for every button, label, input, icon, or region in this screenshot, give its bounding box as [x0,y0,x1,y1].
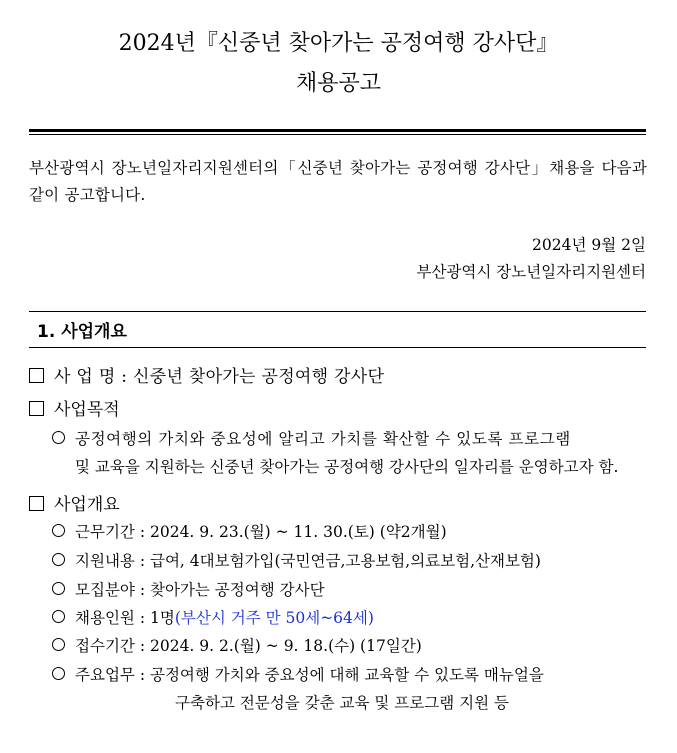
row-value: 급여, 4대보험가입(국민연금,고용보험,의료보험,산재보험) [149,552,541,570]
title-divider-thin [29,134,646,135]
square-bullet-icon [29,368,44,383]
list-item: 모집분야 : 찾아가는 공정여행 강사단 [52,578,325,600]
list-item: 지원내용 : 급여, 4대보험가입(국민연금,고용보험,의료보험,산재보험) [52,549,541,571]
circle-bullet-icon [52,524,65,537]
row-label: 주요업무 [75,666,135,684]
circle-bullet-icon [52,638,65,651]
row-label: 근무기간 [75,523,135,541]
square-bullet-icon [29,496,44,511]
title-line-2: 채용공고 [295,71,381,96]
section-title: 1. 사업개요 [37,322,127,342]
purpose-heading-text: 사업목적 [54,400,120,420]
list-item: 근무기간 : 2024. 9. 23.(월) ~ 11. 30.(토) (약2개월) [52,520,447,542]
row-value-continued: 구축하고 전문성을 갖춘 교육 및 프로그램 지원 등 [175,694,509,712]
intro-paragraph: 부산광역시 장노년일자리지원센터의「신중년 찾아가는 공정여행 강사단」채용을 다음과 같이 공고합니다. [29,159,647,204]
purpose-line-1 [52,427,571,449]
overview-heading-text: 사업개요 [54,495,120,515]
row-value: 찾아가는 공정여행 강사단 [149,581,325,599]
row-label: 모집분야 [75,581,135,599]
row-value: 2024. 9. 2.(월) ~ 9. 18.(수) (17일간) [149,637,422,655]
title-divider-thick [29,129,646,132]
circle-bullet-icon [52,582,65,595]
section-rule-top [29,311,646,312]
row-label: 접수기간 [75,637,135,655]
circle-bullet-icon [52,431,65,444]
list-item: 주요업무 : 공정여행 가치와 중요성에 대해 교육할 수 있도록 매뉴얼을 [52,663,544,685]
row-value: 1명 [149,609,175,627]
list-item: 채용인원 : 1명(부산시 거주 만 50세~64세) [52,606,374,628]
business-name-item [29,362,384,387]
circle-bullet-icon [52,610,65,623]
circle-bullet-icon [52,553,65,566]
list-item: 접수기간 : 2024. 9. 2.(월) ~ 9. 18.(수) (17일간) [52,634,422,656]
title-line-1: 2024년『신중년 찾아가는 공정여행 강사단』 [118,31,559,56]
purpose-heading [29,395,120,420]
circle-bullet-icon [52,667,65,680]
section-rule-bottom [29,347,646,348]
row-label: 채용인원 [75,609,135,627]
organization-name: 부산광역시 장노년일자리지원센터 [416,263,646,281]
eligibility-highlight: (부산시 거주 만 50세~64세) [174,609,374,627]
purpose-text-1: 공정여행의 가치와 중요성에 알리고 가치를 확산할 수 있도록 프로그램 [75,430,571,448]
overview-heading [29,490,120,515]
square-bullet-icon [29,401,44,416]
business-name-text: 사 업 명 : 신중년 찾아가는 공정여행 강사단 [54,367,385,387]
row-value: 2024. 9. 23.(월) ~ 11. 30.(토) (약2개월) [149,523,447,541]
announcement-date: 2024년 9월 2일 [532,236,646,254]
purpose-line-2: 및 교육을 지원하는 신중년 찾아가는 공정여행 강사단의 일자리를 운영하고자 함. [75,458,619,476]
row-value: 공정여행 가치와 중요성에 대해 교육할 수 있도록 매뉴얼을 [149,666,544,684]
row-label: 지원내용 [75,552,135,570]
